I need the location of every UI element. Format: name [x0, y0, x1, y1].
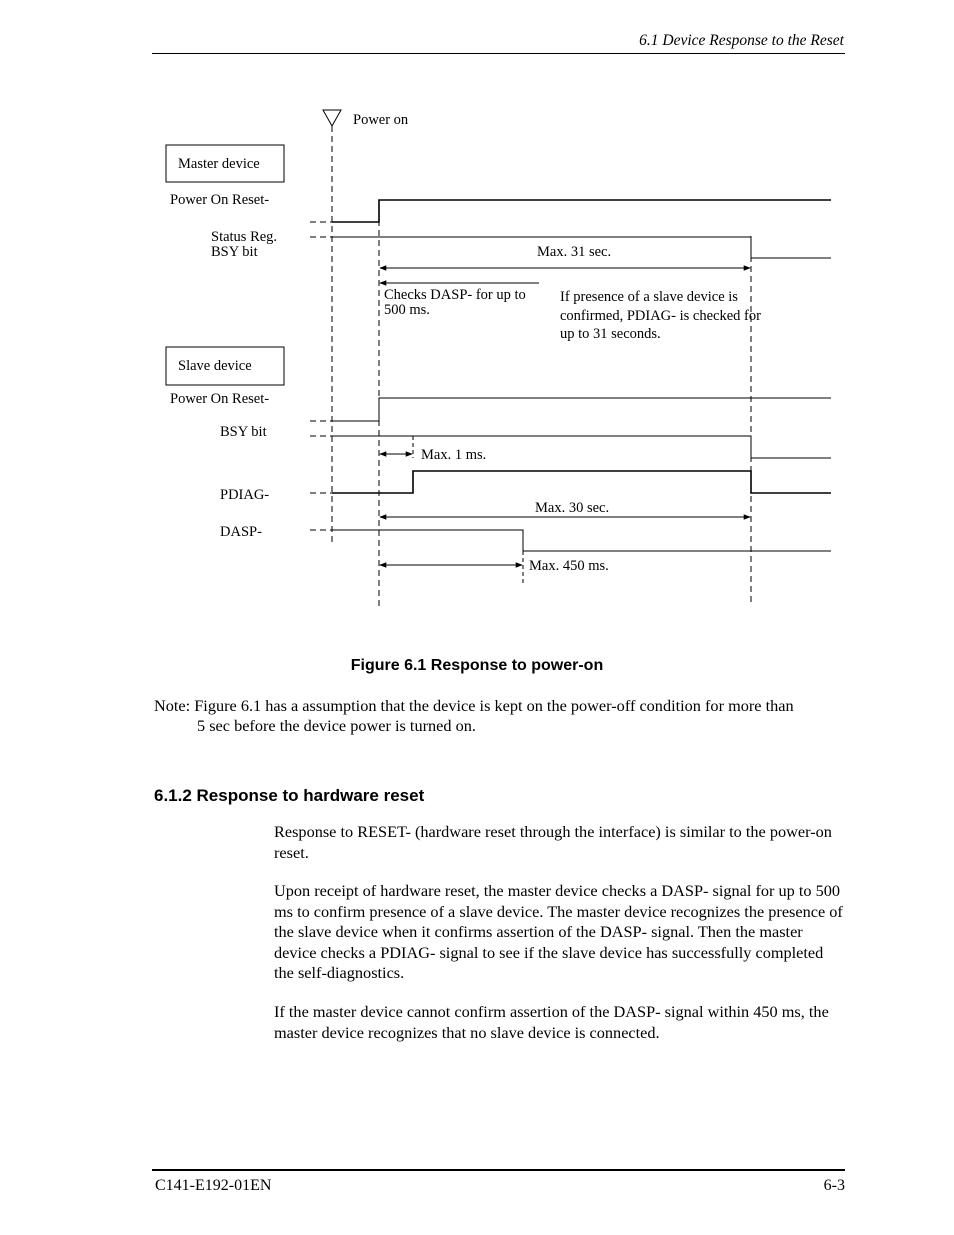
slave-bsy-signal [332, 436, 831, 458]
note [154, 696, 844, 736]
slave-por-signal [332, 398, 831, 421]
master-device-label: Master device [178, 156, 260, 172]
running-header: 6.1 Device Response to the Reset [639, 32, 844, 49]
paragraph-3: If the master device cannot confirm assertion of the DASP- signal within 450 ms, the master device recognizes that no slave device is connected. [274, 1002, 829, 1042]
presence-line2: confirmed, PDIAG- is checked for [560, 308, 761, 324]
section-heading: 6.1.2 Response to hardware reset [154, 786, 425, 805]
max-31-label: Max. 31 sec. [537, 244, 612, 260]
footer-page-number: 6-3 [823, 1177, 845, 1194]
slave-por-label: Power On Reset- [170, 391, 270, 407]
presence-line3: up to 31 seconds. [560, 326, 661, 342]
slave-bsy-label: BSY bit [220, 424, 267, 440]
dasp-signal [332, 530, 831, 551]
paragraph-1: Response to RESET- (hardware reset through the interface) is similar to the power-on reset. [274, 822, 832, 862]
dasp-label: DASP- [220, 524, 262, 540]
pdiag-label: PDIAG- [220, 487, 270, 503]
master-bsy-label: BSY bit [211, 244, 258, 260]
footer-rule [152, 1169, 845, 1171]
figure-caption: Figure 6.1 Response to power-on [350, 657, 604, 674]
max-450-label: Max. 450 ms. [529, 558, 609, 574]
power-on-triangle [323, 110, 341, 126]
checks-dasp-line1: Checks DASP- for up to [384, 287, 526, 303]
note-line2: 5 sec before the device power is turned on. [197, 716, 476, 735]
presence-line1: If presence of a slave device is [560, 289, 738, 305]
footer-doc-id: C141-E192-01EN [155, 1177, 272, 1194]
master-por-signal [332, 200, 831, 222]
note-line1: Note: Figure 6.1 has a assumption that the device is kept on the power-off condition for more than [154, 696, 794, 715]
max-30-label: Max. 30 sec. [535, 500, 610, 516]
master-por-label: Power On Reset- [170, 192, 270, 208]
paragraph-2: Upon receipt of hardware reset, the master device checks a DASP- signal for up to 500 ms to confirm presence of a slave device. The master device recognizes the presence of the slave device when it confirms assertion of the DASP- signal. Then the master device checks a PDIAG- signal to see if the slave device has successfully completed the self-diagnostics. [274, 881, 843, 982]
pdiag-signal [332, 471, 831, 493]
checks-dasp-line2: 500 ms. [384, 302, 430, 318]
slave-device-label: Slave device [178, 358, 252, 374]
status-reg-label: Status Reg. [211, 229, 278, 245]
power-on-label: Power on [353, 112, 409, 128]
max-1-label: Max. 1 ms. [421, 447, 487, 463]
